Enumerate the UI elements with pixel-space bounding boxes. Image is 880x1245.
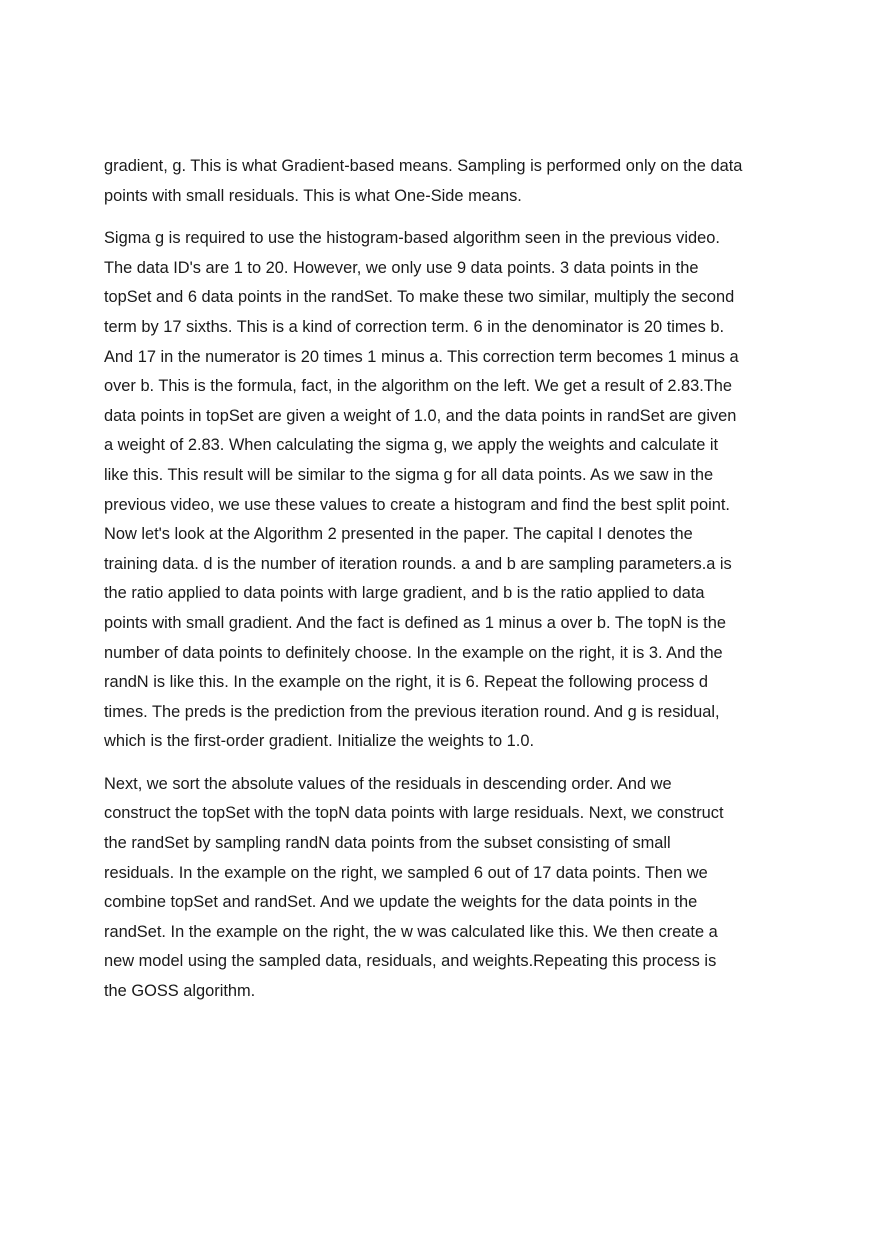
text-line: topSet and 6 data points in the randSet. To make these two similar, multiply the second xyxy=(104,288,735,307)
text-line: points with small gradient. And the fact is defined as 1 minus a over b. The topN is the xyxy=(104,613,726,632)
text-line: The data ID's are 1 to 20. However, we only use 9 data points. 3 data points in the xyxy=(104,258,699,277)
paragraph-1 xyxy=(104,152,784,211)
text-line: Now let's look at the Algorithm 2 presented in the paper. The capital I denotes the xyxy=(104,525,693,544)
text-line: randSet. In the example on the right, the w was calculated like this. We then create a xyxy=(104,922,718,941)
text-line: the ratio applied to data points with large gradient, and b is the ratio applied to data xyxy=(104,584,705,603)
text-line: Sigma g is required to use the histogram-based algorithm seen in the previous video. xyxy=(104,229,720,248)
text-line: a weight of 2.83. When calculating the sigma g, we apply the weights and calculate it xyxy=(104,436,719,455)
text-line: times. The preds is the prediction from the previous iteration round. And g is residual, xyxy=(104,702,720,721)
text-line: And 17 in the numerator is 20 times 1 minus a. This correction term becomes 1 minus a xyxy=(104,347,739,366)
text-line: term by 17 sixths. This is a kind of correction term. 6 in the denominator is 20 times b. xyxy=(104,317,725,336)
text-line: which is the first-order gradient. Initialize the weights to 1.0. xyxy=(104,732,535,751)
text-line: like this. This result will be similar to the sigma g for all data points. As we saw in the xyxy=(104,465,714,484)
paragraph-2 xyxy=(104,224,784,757)
text-line: randN is like this. In the example on the right, it is 6. Repeat the following process d xyxy=(104,673,709,692)
text-line: construct the topSet with the topN data points with large residuals. Next, we construct xyxy=(104,804,724,823)
text-line: points with small residuals. This is what One-Side means. xyxy=(104,186,522,205)
text-line: the randSet by sampling randN data points from the subset consisting of small xyxy=(104,834,671,853)
text-line: number of data points to definitely choose. In the example on the right, it is 3. And the xyxy=(104,643,723,662)
text-line: Next, we sort the absolute values of the residuals in descending order. And we xyxy=(104,774,672,793)
text-line: the GOSS algorithm. xyxy=(104,982,256,1001)
paragraph-3 xyxy=(104,770,784,1007)
text-line: training data. d is the number of iteration rounds. a and b are sampling parameters.a is xyxy=(104,554,732,573)
text-line: residuals. In the example on the right, we sampled 6 out of 17 data points. Then we xyxy=(104,863,708,882)
text-line: over b. This is the formula, fact, in the algorithm on the left. We get a result of 2.83.The xyxy=(104,377,733,396)
text-line: gradient, g. This is what Gradient-based means. Sampling is performed only on the data xyxy=(104,157,743,175)
text-line: new model using the sampled data, residuals, and weights.Repeating this process is xyxy=(104,952,717,971)
document-body xyxy=(104,152,784,1020)
text-line: previous video, we use these values to create a histogram and find the best split point. xyxy=(104,495,730,514)
text-line: data points in topSet are given a weight of 1.0, and the data points in randSet are given xyxy=(104,406,737,425)
text-line: combine topSet and randSet. And we update the weights for the data points in the xyxy=(104,893,698,912)
